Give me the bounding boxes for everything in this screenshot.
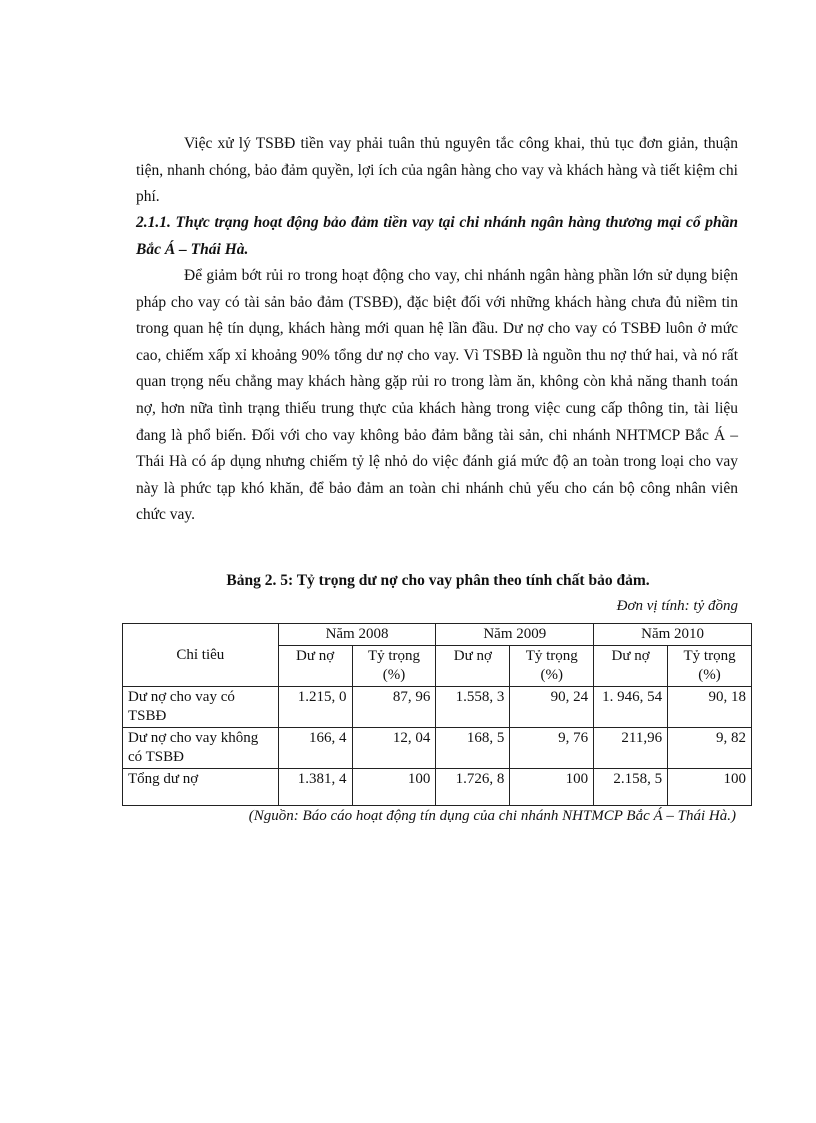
cell-share-2008: 100 — [352, 769, 436, 806]
cell-share-2009: 100 — [510, 769, 594, 806]
subheader-balance: Dư nợ — [594, 646, 668, 687]
table-unit: Đơn vị tính: tỷ đồng — [616, 598, 738, 614]
table-row — [123, 769, 752, 806]
subheader-share: Tỷ trọng (%) — [668, 646, 752, 687]
header-indicator: Chỉ tiêu — [123, 624, 279, 687]
cell-share-2010: 100 — [668, 769, 752, 806]
header-year-2010: Năm 2010 — [594, 624, 752, 646]
loan-collateral-table — [122, 623, 752, 806]
subheader-share: Tỷ trọng (%) — [510, 646, 594, 687]
paragraph-collateral-status: Để giảm bớt rủi ro trong hoạt động cho vay, chi nhánh ngân hàng phần lớn sử dụng biện pháp cho vay có tài sản bảo đảm (TSBĐ), đặc biệt đối với những khách hàng chưa đủ niềm tin trong quan hệ tín dụng, khách hàng mới quan hệ lần đầu. Dư nợ cho vay có TSBĐ luôn ở mức cao, chiếm xấp xỉ khoảng 90% tổng dư nợ cho vay. Vì TSBĐ là nguồn thu nợ thứ hai, và nó rất quan trọng nếu chẳng may khách hàng gặp rủi ro trong làm ăn, không còn khả năng thanh toán nợ, hơn nữa tình trạng thiếu trung thực của khách hàng trong việc cung cấp thông tin, tài liệu đang là phổ biến. Đối với cho vay không bảo đảm bằng tài sản, chi nhánh NHTMCP Bắc Á – Thái Hà có áp dụng nhưng chiếm tỷ lệ nhỏ do việc đánh giá mức độ an toàn trong loại cho vay này là phức tạp khó khăn, để bảo đảm an toàn chi nhánh chủ yếu cho cán bộ công nhân viên chức vay. — [136, 267, 738, 524]
cell-share-2008: 87, 96 — [352, 687, 436, 728]
subheader-share: Tỷ trọng (%) — [352, 646, 436, 687]
cell-balance-2008: 166, 4 — [278, 728, 352, 769]
row-label: Tổng dư nợ — [123, 769, 279, 806]
cell-balance-2010: 211,96 — [594, 728, 668, 769]
cell-balance-2009: 168, 5 — [436, 728, 510, 769]
cell-share-2009: 9, 76 — [510, 728, 594, 769]
cell-balance-2008: 1.381, 4 — [278, 769, 352, 806]
cell-share-2009: 90, 24 — [510, 687, 594, 728]
cell-share-2010: 90, 18 — [668, 687, 752, 728]
header-year-2009: Năm 2009 — [436, 624, 594, 646]
table-caption: Bảng 2. 5: Tỷ trọng dư nợ cho vay phân theo tính chất bảo đảm. — [226, 572, 650, 589]
table-header-row — [123, 624, 752, 646]
row-label: Dư nợ cho vay không có TSBĐ — [123, 728, 279, 769]
header-year-2008: Năm 2008 — [278, 624, 436, 646]
cell-share-2010: 9, 82 — [668, 728, 752, 769]
row-label: Dư nợ cho vay có TSBĐ — [123, 687, 279, 728]
cell-balance-2010: 2.158, 5 — [594, 769, 668, 806]
subheader-balance: Dư nợ — [278, 646, 352, 687]
table-source-note: (Nguồn: Báo cáo hoạt động tín dụng của chi nhánh NHTMCP Bắc Á – Thái Hà.) — [248, 808, 736, 824]
subheader-balance: Dư nợ — [436, 646, 510, 687]
table-row — [123, 687, 752, 728]
section-heading: 2.1.1. Thực trạng hoạt động bảo đảm tiền vay tại chi nhánh ngân hàng thương mại cổ phần Bắc Á – Thái Hà. — [136, 214, 738, 258]
table-row — [123, 728, 752, 769]
cell-share-2008: 12, 04 — [352, 728, 436, 769]
paragraph-processing-collateral: Việc xử lý TSBĐ tiền vay phải tuân thủ nguyên tắc công khai, thủ tục đơn giản, thuận tiện, nhanh chóng, bảo đảm quyền, lợi ích của ngân hàng cho vay và khách hàng và tiết kiệm chi phí. — [136, 135, 738, 206]
cell-balance-2009: 1.726, 8 — [436, 769, 510, 806]
cell-balance-2010: 1. 946, 54 — [594, 687, 668, 728]
cell-balance-2008: 1.215, 0 — [278, 687, 352, 728]
cell-balance-2009: 1.558, 3 — [436, 687, 510, 728]
